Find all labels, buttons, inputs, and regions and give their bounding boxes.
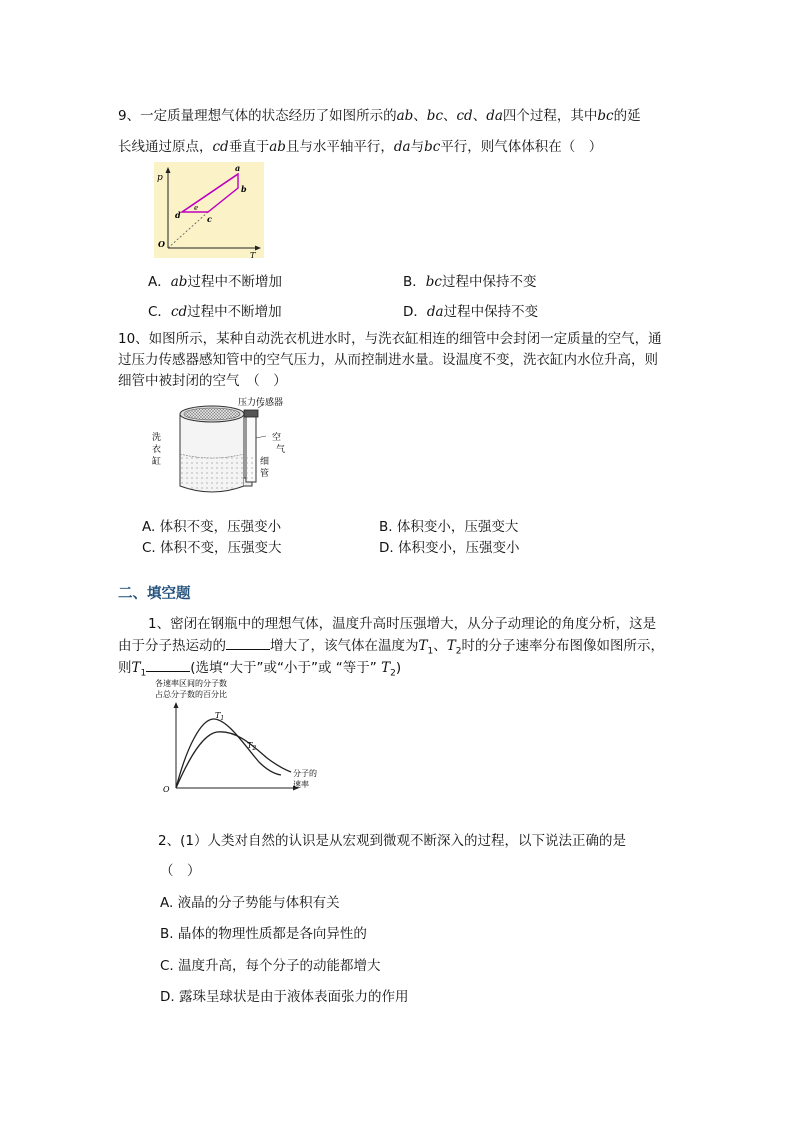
q9-pt-diagram: [154, 162, 264, 258]
label-T: T: [250, 251, 256, 258]
f1-speed-distribution-diagram: [155, 676, 335, 798]
section-fill-in-blank: 二、填空题: [118, 586, 191, 602]
q9-option-c[interactable]: C．cd过程中不断增加: [148, 304, 282, 320]
q10-option-a[interactable]: A. 体积不变，压强变小: [142, 519, 282, 535]
q10-option-c[interactable]: C. 体积不变，压强变大: [142, 540, 282, 556]
label-b: b: [241, 184, 247, 194]
label-O: O: [158, 239, 165, 249]
q9-option-a[interactable]: A．ab过程中不断增加: [148, 274, 282, 290]
ylabel-line1: 各速率区间的分子数: [155, 679, 227, 688]
f2-option-b[interactable]: B. 晶体的物理性质都是各向异性的: [160, 926, 367, 942]
label-p: p: [157, 173, 163, 183]
f2-option-d[interactable]: D. 露珠呈球状是由于液体表面张力的作用: [160, 989, 409, 1005]
q10-washer-diagram: [150, 396, 300, 500]
diagram-background: [154, 162, 264, 258]
label-a: a: [235, 163, 241, 173]
blank-2[interactable]: [146, 659, 190, 672]
q10-line2: 过压力传感器感知管中的空气压力，从而控制进水量。设温度不变，洗衣缸内水位升高，则: [118, 352, 658, 368]
f1-line3: 则$T_1$ (选填“大于”或“小于”或 “等于” $T_2$): [118, 660, 402, 679]
xlabel-line1: 分子的: [293, 769, 317, 778]
label-sensor: 压力传感器: [238, 398, 284, 408]
var-da: da: [486, 108, 503, 124]
label-air-2: 气: [276, 445, 286, 455]
q10-line1: 10、如图所示，某种自动洗衣机进水时，与洗衣缸相连的细管中会封闭一定质量的空气，通: [118, 331, 662, 347]
f2-option-a[interactable]: A. 液晶的分子势能与体积有关: [160, 895, 340, 911]
label-t1: $T_1$: [215, 711, 225, 722]
y-axis-arrow: [174, 702, 179, 708]
var-bc: bc: [426, 108, 443, 124]
label-origin: O: [163, 785, 170, 794]
pressure-sensor: [244, 410, 258, 417]
label-c: c: [207, 214, 212, 224]
q9-line2: 长线通过原点，cd垂直于ab且与水平轴平行，da与bc平行，则气体体积在（ ）: [118, 139, 603, 155]
f1-line2: 由于分子热运动的 增大了，该气体在温度为$T_1$、$T_2$时的分子速率分布图像如图所示，: [118, 638, 664, 657]
q9-option-b[interactable]: B．bc过程中保持不变: [403, 274, 537, 290]
f2-option-c[interactable]: C. 温度升高，每个分子的动能都增大: [160, 958, 381, 974]
label-d: d: [175, 210, 181, 220]
xlabel-line2: 速率: [293, 780, 309, 789]
q10-option-d[interactable]: D. 体积变小，压强变小: [379, 540, 520, 556]
air-leader: [256, 436, 266, 438]
q9-line1: 9、一定质量理想气体的状态经历了如图所示的ab、bc、cd、da四个过程，其中bc的延: [118, 108, 641, 124]
label-e: e: [194, 204, 199, 212]
f2-line1: 2、(1）人类对自然的认识是从宏观到微观不断深入的过程，以下说法正确的是: [158, 833, 626, 849]
f2-line2: （ ）: [160, 863, 201, 879]
label-tub-1: 洗: [152, 433, 162, 443]
var-cd: cd: [456, 108, 473, 124]
label-t2: $T_2$: [247, 741, 257, 752]
tub-mesh: [184, 408, 240, 420]
label-tube-1: 细: [260, 457, 270, 467]
label-tub-3: 缸: [152, 457, 162, 467]
label-tub-2: 衣: [152, 445, 162, 455]
q9-option-d[interactable]: D．da过程中保持不变: [403, 304, 539, 320]
tube-water: [247, 456, 255, 482]
tub-water: [180, 454, 244, 492]
blank-1[interactable]: [226, 637, 270, 650]
ylabel-line2: 占总分子数的百分比: [155, 690, 227, 699]
label-air-1: 空: [272, 433, 282, 443]
var-ab: ab: [396, 108, 414, 124]
q10-option-b[interactable]: B. 体积变小，压强变大: [379, 519, 519, 535]
curve-t1: [176, 719, 281, 788]
q10-line3: 细管中被封闭的空气 （ ）: [118, 373, 287, 389]
f1-line1: 1、密闭在钢瓶中的理想气体，温度升高时压强增大，从分子动理论的角度分析，这是: [148, 616, 657, 632]
label-tube-2: 管: [260, 469, 270, 479]
